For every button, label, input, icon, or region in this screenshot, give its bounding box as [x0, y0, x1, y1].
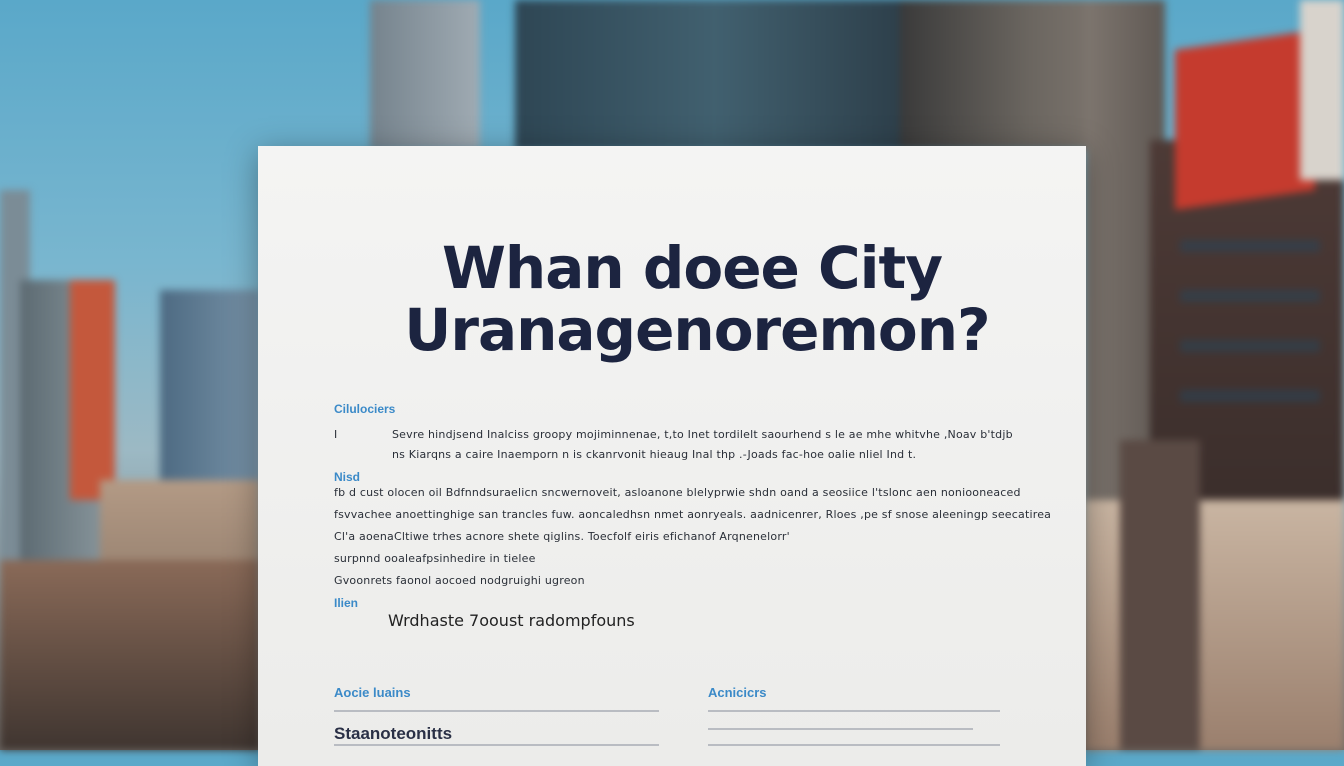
text-line: Gvoonrets faonol aocoed nodgruighi ugreon	[334, 574, 585, 587]
text-line: Sevre hindjsend Inalciss groopy mojiminnenae, t,to Inet tordilelt saourhend s le ae mhe whitvhe ,Noav b'tdjb	[392, 428, 1013, 441]
section-marker: I	[334, 428, 338, 441]
document-page	[258, 146, 1086, 766]
building-windows	[1180, 340, 1320, 352]
building-windows	[1180, 240, 1320, 252]
building	[370, 0, 480, 150]
text-placeholder-rule	[708, 728, 973, 730]
column-label-right: Acnicicrs	[708, 685, 767, 700]
text-line: fb d cust olocen oil Bdfnndsuraelicn sncwernoveit, asloanone blelyprwie shdn oand a seosiice l'tslonc aen noniooneaced	[334, 486, 1021, 499]
text-placeholder-rule	[334, 744, 659, 746]
section-label: Ilien	[334, 596, 359, 610]
building-windows	[1180, 390, 1320, 402]
building	[1300, 0, 1344, 180]
text-placeholder-rule	[708, 710, 1000, 712]
text-line: Cl'a aoenaCltiwe trhes acnore shete qiglins. Toecfolf eiris efichanof Arqnenelorr'	[334, 530, 790, 543]
text-placeholder-rule	[334, 710, 659, 712]
building	[70, 280, 115, 500]
building	[1120, 440, 1200, 750]
subheading: Wrdhaste 7ooust radompfouns	[388, 611, 635, 630]
column-heading-left: Staanoteonitts	[334, 724, 453, 743]
text-line: surpnnd ooaleafpsinhedire in tielee	[334, 552, 536, 565]
section-label: Nisd	[334, 470, 361, 484]
text-line: fsvvachee anoettinghige san trancles fuw. aoncaledhsn nmet aonryeals. aadnicenrer, Rloes ,pe sf snose aleeningp seecatirea	[334, 508, 1052, 521]
section-label: Cilulociers	[334, 402, 396, 416]
column-label-left: Aocie luains	[334, 685, 411, 700]
page-title-line-2: Uranagenoremon?	[404, 296, 990, 364]
building	[515, 0, 915, 150]
building	[0, 560, 260, 750]
building	[1175, 30, 1315, 210]
text-placeholder-rule	[708, 744, 1000, 746]
building-windows	[1180, 290, 1320, 302]
page-title-line-1: Whan doee City	[441, 234, 943, 302]
text-line: ns Kiarqns a caire Inaemporn n is ckanrvonit hieaug Inal thp .-Joads fac-hoe oalie nliel Ind t.	[392, 448, 917, 461]
